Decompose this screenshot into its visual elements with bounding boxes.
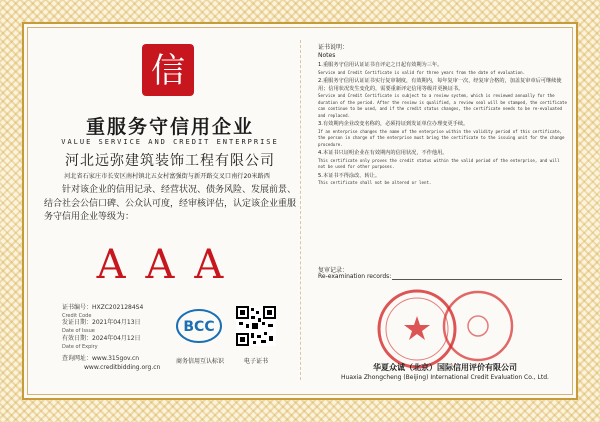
note-cn: 3.有效期内企业改变名称的，必须持证到发证单位办理变更手续。 — [318, 121, 469, 127]
reexam-line — [392, 279, 562, 280]
center-divider — [300, 40, 301, 380]
issuer-name-cn: 华夏众诚（北京）国际信用评价有限公司 — [373, 363, 517, 372]
note-cn: 2.重服务守信用认证证书实行复审制度，有效期内，每年复审一次，经复审合格的，加盖复审章后可继续使用；信用状况发生变化的，需要重新评定信用等级并更换证书。 — [318, 78, 562, 92]
company-name: 河北远弥建筑装饰工程有限公司 — [65, 153, 275, 169]
expiry-date-value: 有效日期：2024年04月12日 — [62, 335, 141, 342]
note-en: If an enterprise changes the name of the enterprise within the validity period of this certificate, the person in charge of the enterprise must bring the certificate to the issuing unit for the change procedure. — [318, 128, 565, 147]
reexam-label-cn: 复审记录： — [318, 267, 349, 274]
issue-date-sub: Date of Issue — [62, 328, 95, 334]
credit-code-sub: Credit Code — [62, 313, 92, 319]
svg-text:信: 信 — [151, 51, 185, 91]
bcc-label: 商务信用互认标识 — [175, 358, 224, 365]
company-address: 河北省石家庄市长安区南村镇北五女村富强街与新开路交叉口南行20米路西 — [64, 173, 270, 180]
secondary-seal-icon — [440, 288, 516, 364]
note-cn: 1.重服务守信用认证证书自评定之日起有效期为三年。 — [318, 62, 443, 68]
certification-statement: 针对该企业的信用记录、经营状况、债务风险、发展前景、结合社会公信口碑、公众认可度，经审核评估，认定该企业重服务守信用企业等级为： — [44, 185, 297, 222]
credit-grade: AAA — [96, 242, 244, 288]
bcc-logo-icon — [176, 308, 222, 344]
note-en: Service and Credit Certificate is valid for three years from the date of evaluation. — [318, 69, 526, 75]
certificate-title: 重服务守信用企业 — [85, 116, 254, 138]
issue-date — [62, 319, 141, 335]
notes-list — [318, 62, 568, 189]
qr-code-icon[interactable] — [236, 306, 276, 346]
issue-date-value: 发证日期：2021年04月13日 — [62, 319, 141, 326]
credit-logo-icon — [140, 42, 196, 98]
issuer-name-en: Huaxia Zhongcheng (Beijing) International Credit Evaluation Co., Ltd. — [341, 374, 549, 381]
expiry-date — [62, 335, 141, 351]
note-cn: 5.本证书不得涂改、转让。 — [318, 172, 381, 179]
query-website-1: 查询网址：www.315gov.cn — [62, 355, 140, 362]
reexam-label-en: Re-examination records: — [318, 273, 392, 280]
qr-label: 电子证书 — [243, 358, 268, 365]
svg-text:BCC: BCC — [183, 319, 215, 335]
credit-code — [62, 304, 143, 320]
notes-header — [318, 44, 568, 60]
note-en: Service and Credit Certificate is subject to a review system, which is reviewed annually for the duration of the period. After the review is qualified, a review seal will be stamped, the certificate can continue to be used, and if the credit status changes, the certificate needs to be re-evaluated and replaced. — [318, 93, 567, 118]
note-en: This certificate shall not be altered or lent. — [318, 180, 432, 185]
notes-header-en: Notes — [318, 52, 336, 59]
notes-header-cn: 证书说明： — [318, 44, 349, 51]
query-website — [62, 354, 160, 372]
note-en: This certificate only proves the credit status within the valid period of the enterprise, and will not be used for other purposes. — [318, 157, 560, 169]
note-cn: 4.本证书只证明企业在有效期内的信用状况，不作他用。 — [318, 150, 448, 156]
expiry-date-sub: Date of Expiry — [62, 344, 98, 350]
certificate-subtitle: VALUE SERVICE AND CREDIT ENTERPRISE — [61, 138, 279, 146]
query-website-2: www.creditbidding.org.cn — [84, 364, 161, 371]
credit-code-value: 证书编号：HXZC2021284S4 — [62, 304, 144, 311]
